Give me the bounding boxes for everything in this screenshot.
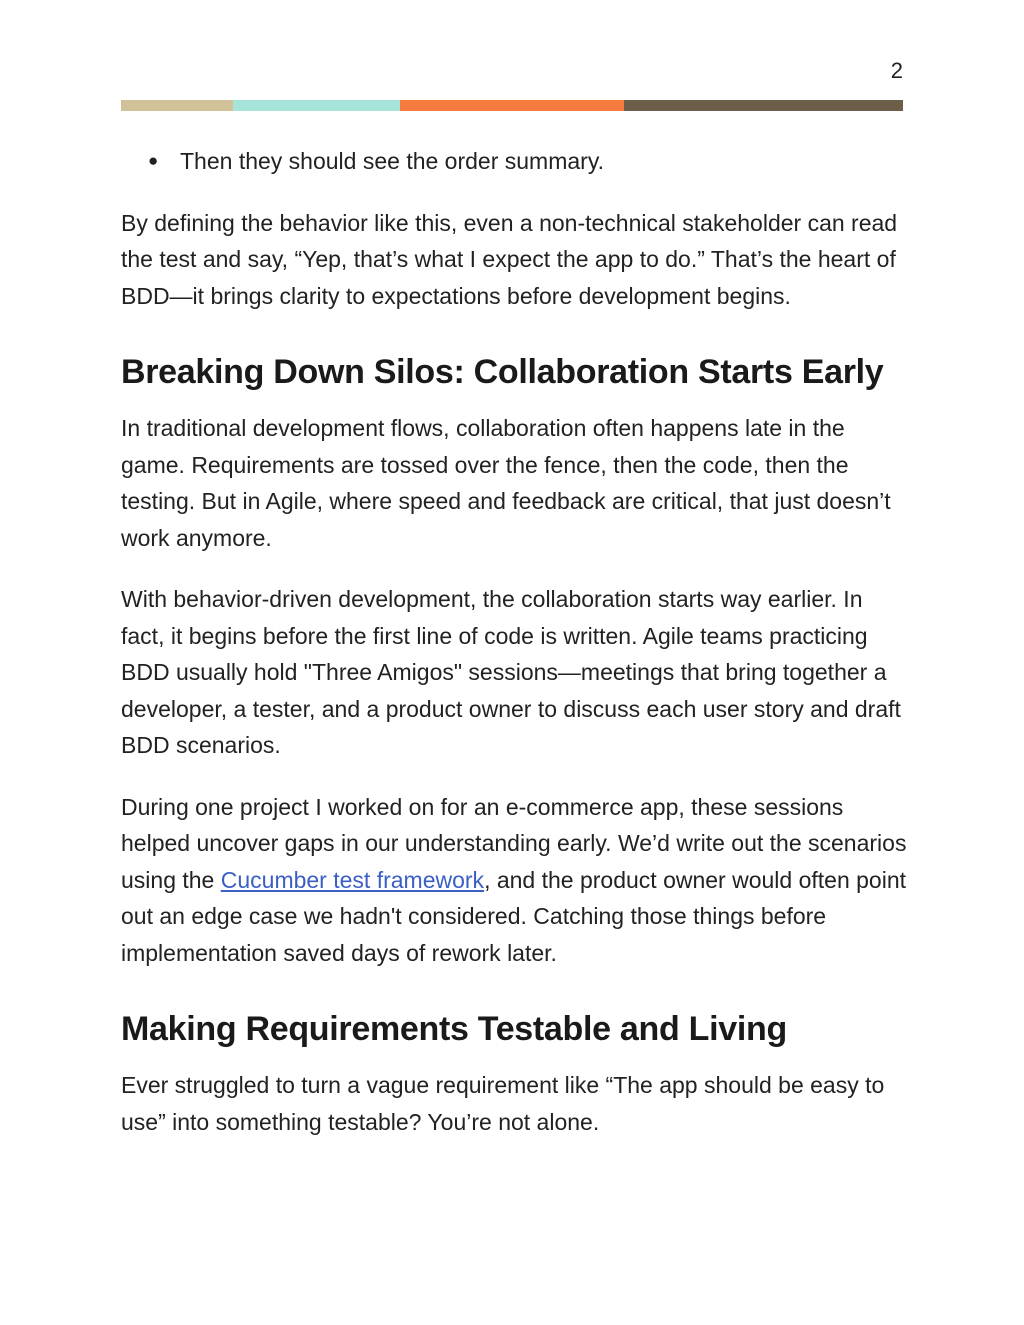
list-item-text: Then they should see the order summary. (180, 148, 605, 174)
requirements-paragraph-1: Ever struggled to turn a vague requirement like “The app should be easy to use” into something testable? You’re not alone. (121, 1072, 885, 1135)
color-bar-segment (121, 100, 233, 111)
document-body (121, 143, 911, 1165)
list-item (148, 143, 911, 180)
section-heading-collaboration: Breaking Down Silos: Collaboration Starts Early (121, 353, 884, 391)
collaboration-paragraph-3 (121, 789, 911, 972)
paragraph-text-before-link: During one project I worked on for an e-commerce app, these sessions helped uncover gaps in our understanding early. We’d write out the scenarios using the (121, 793, 907, 893)
page-number: 2 (890, 58, 903, 83)
intro-paragraph: By defining the behavior like this, even a non-technical stakeholder can read the test and say, “Yep, that’s what I expect the app to do.” That’s the heart of BDD—it brings clarity to expectations before development begins. (121, 209, 898, 309)
bullet-icon: ● (148, 151, 159, 170)
collaboration-paragraph-2: With behavior-driven development, the collaboration starts way earlier. In fact, it begins before the first line of code is written. Agile teams practicing BDD usually hold "Three Amigos" sessions—meetings that bring together a developer, a tester, and a product owner to discuss each user story and draft BDD scenarios. (121, 586, 901, 758)
color-bar-segment (400, 100, 624, 111)
color-bar-segment (233, 100, 400, 111)
paragraph-text-after-link: , and the product owner would often point out an edge case we hadn't considered. Catching those things before implementation saved days of rework later. (121, 866, 907, 966)
section-heading-requirements: Making Requirements Testable and Living (121, 1010, 787, 1048)
cucumber-framework-link[interactable]: Cucumber test framework (220, 866, 485, 893)
color-bar-segment (624, 100, 903, 111)
collaboration-paragraph-1: In traditional development flows, collaboration often happens late in the game. Requirements are tossed over the fence, then the code, then the testing. But in Agile, where speed and feedback are critical, that just doesn’t work anymore. (121, 415, 891, 551)
header-color-bar (121, 100, 903, 111)
